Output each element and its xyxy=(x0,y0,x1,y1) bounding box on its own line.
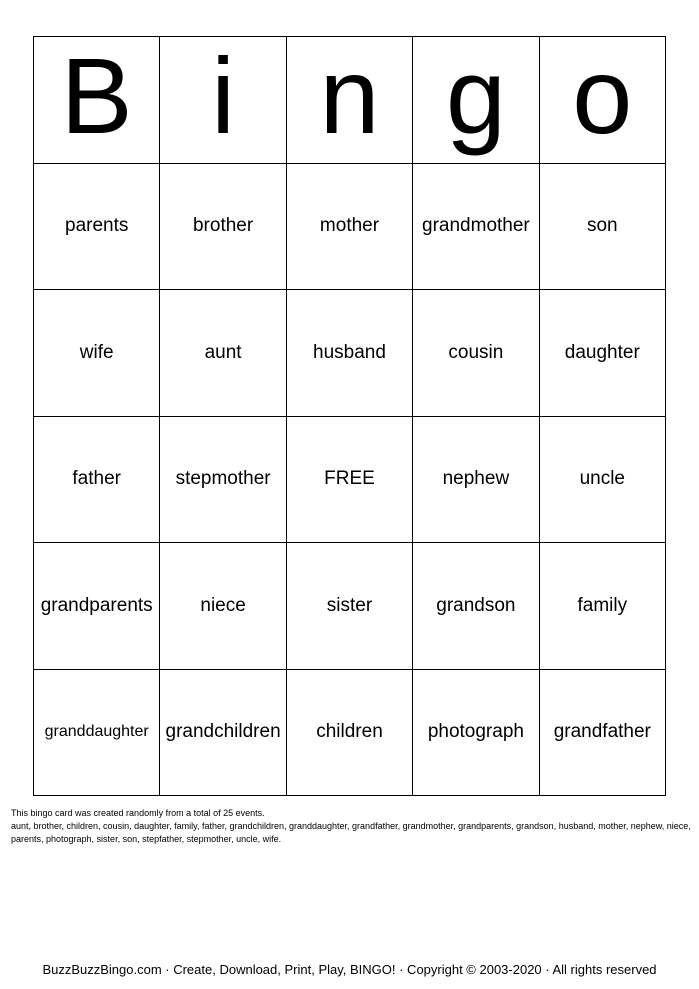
header-letter: g xyxy=(445,37,506,156)
bingo-cell: grandfather xyxy=(540,670,666,797)
header-cell-o xyxy=(540,37,666,164)
bingo-cell: brother xyxy=(160,164,286,291)
bingo-cell: granddaughter xyxy=(34,670,160,797)
header-cell-i xyxy=(160,37,286,164)
bingo-cell: grandparents xyxy=(34,543,160,670)
header-letter: n xyxy=(319,37,380,156)
card-footnote xyxy=(11,807,691,846)
header-cell-g xyxy=(413,37,539,164)
bingo-cell: sister xyxy=(287,543,413,670)
bingo-cell: cousin xyxy=(413,290,539,417)
bingo-cell: husband xyxy=(287,290,413,417)
bingo-cell: parents xyxy=(34,164,160,291)
footnote-word-list: aunt, brother, children, cousin, daughter, family, father, grandchildren, granddaughter, grandfather, grandmother, grandparents, grandson, husband, mother, nephew, niece, parents, photograph, sister, son, stepfather, stepmother, uncle, wife. xyxy=(11,821,691,844)
bingo-cell: wife xyxy=(34,290,160,417)
header-letter: o xyxy=(572,37,633,156)
bingo-cell: niece xyxy=(160,543,286,670)
bingo-cell: stepmother xyxy=(160,417,286,544)
free-cell: FREE xyxy=(287,417,413,544)
bingo-cell: photograph xyxy=(413,670,539,797)
header-cell-b xyxy=(34,37,160,164)
footnote-summary: This bingo card was created randomly from a total of 25 events. xyxy=(11,808,265,818)
copyright-footer: BuzzBuzzBingo.com · Create, Download, Print, Play, BINGO! · Copyright © 2003-2020 · All rights reserved xyxy=(42,962,657,977)
bingo-cell: grandchildren xyxy=(160,670,286,797)
header-letter: i xyxy=(211,37,236,156)
bingo-cell: grandson xyxy=(413,543,539,670)
bingo-cell: family xyxy=(540,543,666,670)
header-cell-n xyxy=(287,37,413,164)
bingo-cell: father xyxy=(34,417,160,544)
bingo-cell: grandmother xyxy=(413,164,539,291)
bingo-cell: children xyxy=(287,670,413,797)
bingo-cell: aunt xyxy=(160,290,286,417)
header-letter: B xyxy=(60,37,133,156)
bingo-cell: mother xyxy=(287,164,413,291)
bingo-cell: daughter xyxy=(540,290,666,417)
bingo-cell: nephew xyxy=(413,417,539,544)
bingo-card xyxy=(33,36,666,796)
bingo-cell: uncle xyxy=(540,417,666,544)
bingo-cell: son xyxy=(540,164,666,291)
